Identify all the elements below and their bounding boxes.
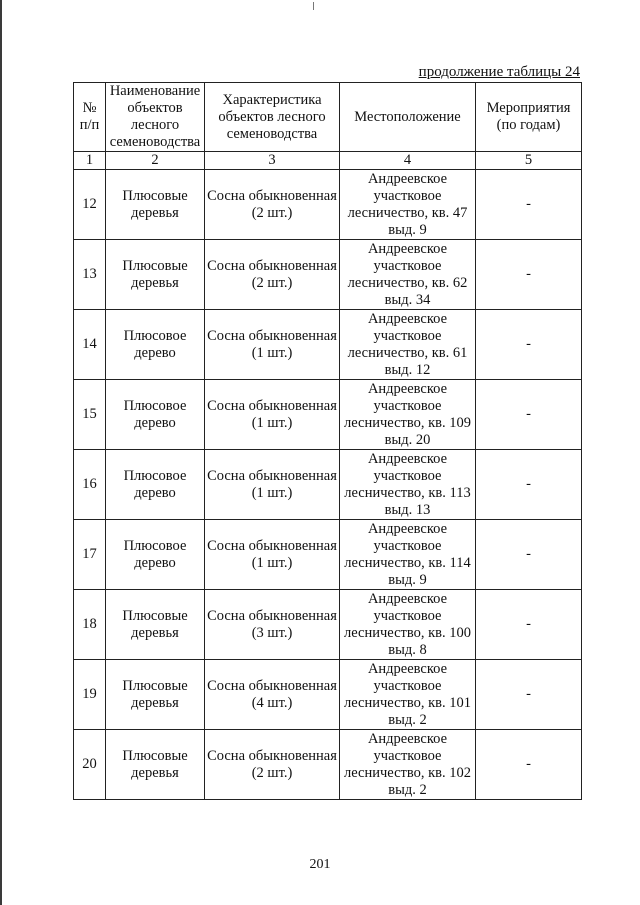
object-location: Андреевское участковое лесничество, кв. 61 выд. 12	[340, 310, 476, 380]
table-row	[74, 310, 582, 380]
table-row	[74, 380, 582, 450]
scan-mark	[313, 2, 314, 10]
row-number: 18	[74, 590, 106, 660]
row-number: 17	[74, 520, 106, 590]
row-number: 20	[74, 730, 106, 800]
object-name: Плюсовое дерево	[106, 310, 205, 380]
column-number: 4	[340, 152, 476, 170]
forest-seed-objects-table	[73, 82, 582, 800]
object-name: Плюсовое дерево	[106, 380, 205, 450]
row-number: 14	[74, 310, 106, 380]
object-location: Андреевское участковое лесничество, кв. 100 выд. 8	[340, 590, 476, 660]
column-number: 5	[476, 152, 582, 170]
table-row	[74, 660, 582, 730]
object-name: Плюсовые деревья	[106, 660, 205, 730]
object-location: Андреевское участковое лесничество, кв. 114 выд. 9	[340, 520, 476, 590]
object-characteristic: Сосна обыкновенная (2 шт.)	[205, 730, 340, 800]
table-row	[74, 590, 582, 660]
page-number: 201	[309, 857, 331, 872]
row-number: 12	[74, 170, 106, 240]
object-characteristic: Сосна обыкновенная (2 шт.)	[205, 170, 340, 240]
object-characteristic: Сосна обыкновенная (1 шт.)	[205, 450, 340, 520]
column-number: 1	[74, 152, 106, 170]
object-measures: -	[476, 450, 582, 520]
column-number: 2	[106, 152, 205, 170]
header-location: Местоположение	[340, 83, 476, 152]
header-number: № п/п	[74, 83, 106, 152]
object-location: Андреевское участковое лесничество, кв. 102 выд. 2	[340, 730, 476, 800]
object-measures: -	[476, 590, 582, 660]
table-row	[74, 730, 582, 800]
object-measures: -	[476, 520, 582, 590]
object-name: Плюсовые деревья	[106, 170, 205, 240]
object-characteristic: Сосна обыкновенная (1 шт.)	[205, 380, 340, 450]
object-measures: -	[476, 240, 582, 310]
object-location: Андреевское участковое лесничество, кв. 47 выд. 9	[340, 170, 476, 240]
row-number: 16	[74, 450, 106, 520]
header-characteristic: Характеристика объектов лесного семеноводства	[205, 83, 340, 152]
table-row	[74, 240, 582, 310]
header-row	[74, 83, 582, 152]
object-name: Плюсовое дерево	[106, 520, 205, 590]
object-measures: -	[476, 660, 582, 730]
object-name: Плюсовое дерево	[106, 450, 205, 520]
object-characteristic: Сосна обыкновенная (1 шт.)	[205, 520, 340, 590]
object-location: Андреевское участковое лесничество, кв. 101 выд. 2	[340, 660, 476, 730]
object-characteristic: Сосна обыкновенная (1 шт.)	[205, 310, 340, 380]
object-location: Андреевское участковое лесничество, кв. 62 выд. 34	[340, 240, 476, 310]
row-number: 13	[74, 240, 106, 310]
column-number: 3	[205, 152, 340, 170]
object-measures: -	[476, 730, 582, 800]
object-measures: -	[476, 380, 582, 450]
table-continuation-note: продолжение таблицы 24	[418, 64, 580, 80]
row-number: 19	[74, 660, 106, 730]
object-name: Плюсовые деревья	[106, 730, 205, 800]
object-characteristic: Сосна обыкновенная (2 шт.)	[205, 240, 340, 310]
table-row	[74, 450, 582, 520]
object-location: Андреевское участковое лесничество, кв. 109 выд. 20	[340, 380, 476, 450]
object-characteristic: Сосна обыкновенная (4 шт.)	[205, 660, 340, 730]
object-name: Плюсовые деревья	[106, 590, 205, 660]
page-edge	[0, 0, 2, 905]
object-name: Плюсовые деревья	[106, 240, 205, 310]
object-measures: -	[476, 310, 582, 380]
column-number-row	[74, 152, 582, 170]
object-location: Андреевское участковое лесничество, кв. 113 выд. 13	[340, 450, 476, 520]
header-measures: Мероприятия (по годам)	[476, 83, 582, 152]
header-object-name: Наименование объектов лесного семеноводства	[106, 83, 205, 152]
row-number: 15	[74, 380, 106, 450]
object-characteristic: Сосна обыкновенная (3 шт.)	[205, 590, 340, 660]
table-row	[74, 520, 582, 590]
object-measures: -	[476, 170, 582, 240]
table-row	[74, 170, 582, 240]
